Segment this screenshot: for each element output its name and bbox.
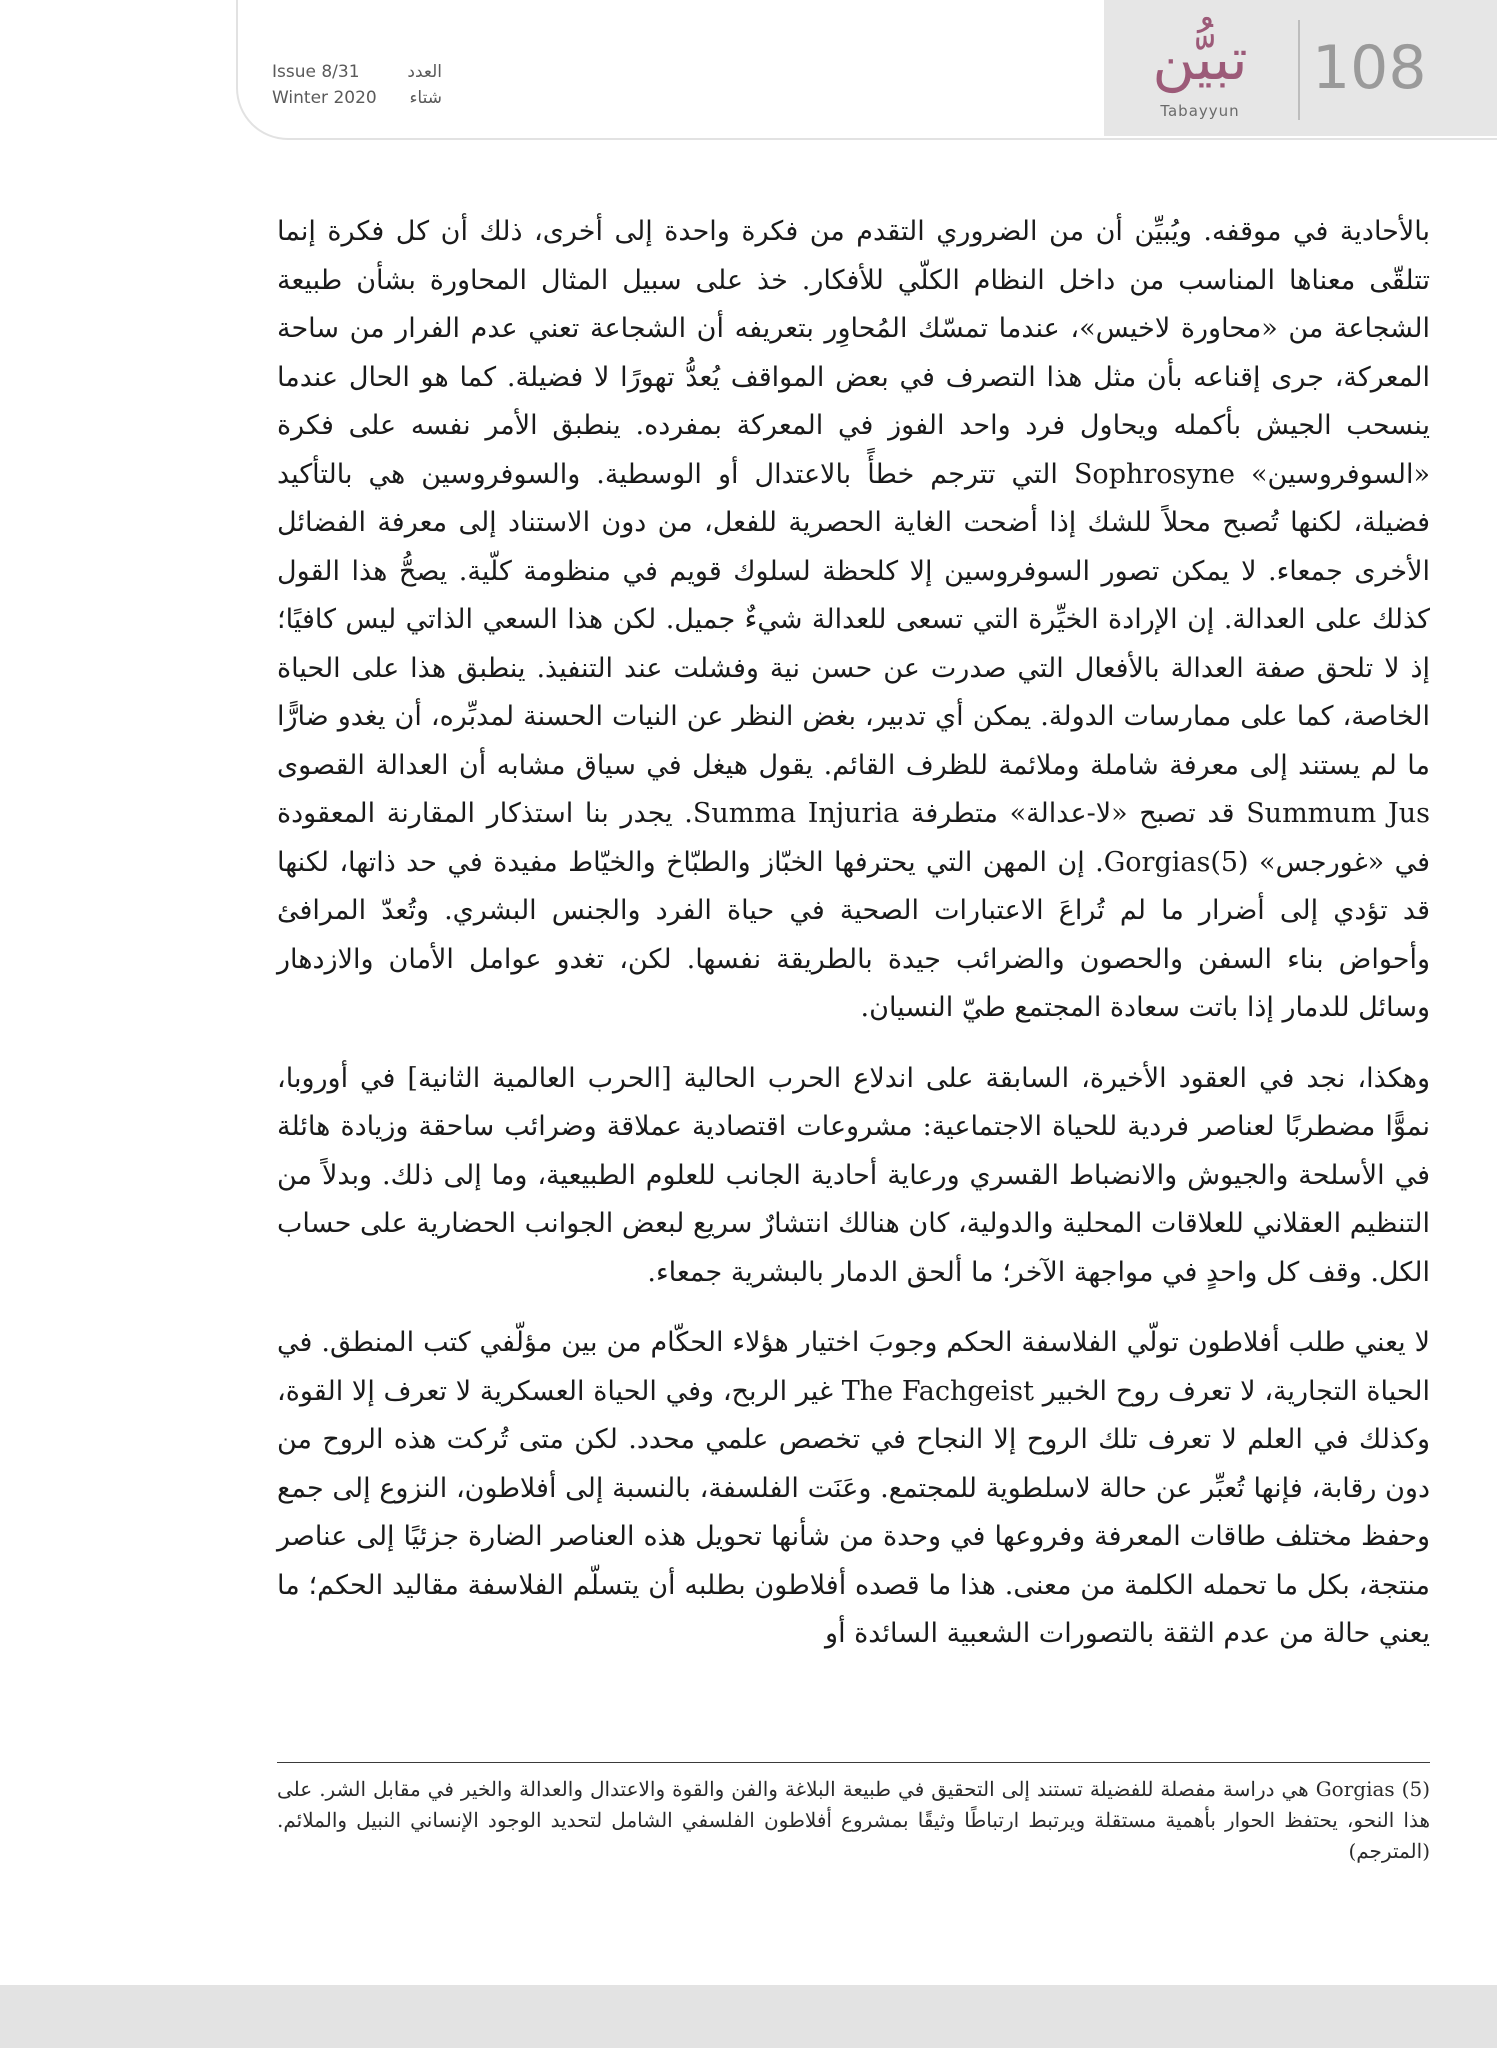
journal-logo <box>1130 25 1270 130</box>
article-body <box>277 208 1430 1681</box>
issue-info <box>272 60 442 111</box>
issue-en: Issue 8/31 <box>272 62 360 82</box>
logo-latin: Tabayyun <box>1160 102 1240 120</box>
paragraph-2: وهكذا، نجد في العقود الأخيرة، السابقة على اندلاع الحرب الحالية [الحرب العالمية الثانية] في أوروبا، نموًّا مضطربًا لعناصر فردية للحياة الاجتماعية: مشروعات اقتصادية عملاقة وضرائب ساحقة وزيادة هائلة في الأسلحة والجيوش والانضباط القسري ورعاية أحادية الجانب للعلوم الطبيعية، وما إلى ذلك. وبدلاً من التنظيم العقلاني للعلاقات المحلية والدولية، كان هنالك انتشارٌ سريع لبعض الجوانب الحضارية على حساب الكل. وقف كل واحدٍ في مواجهة الآخر؛ ما ألحق الدمار بالبشرية جمعاء. <box>277 1062 1430 1288</box>
paragraph-3: لا يعني طلب أفلاطون تولّي الفلاسفة الحكم وجوبَ اختيار هؤلاء الحكّام من بين مؤلّفي كتب المنطق. في الحياة التجارية، لا تعرف روح الخبير The Fachgeist غير الربح، وفي الحياة العسكرية لا تعرف إلا القوة، وكذلك في العلم لا تعرف تلك الروح إلا النجاح في تخصص علمي محدد. لكن متى تُركت هذه الروح من دون رقابة، فإنها تُعبِّر عن حالة لاسلطوية للمجتمع. وعَنَت الفلسفة، بالنسبة إلى أفلاطون، النزوع إلى جمع وحفظ مختلف طاقات المعرفة وفروعها في وحدة من شأنها تحويل هذه العناصر الضارة جزئيًا إلى عناصر منتجة، بكل ما تحمله الكلمة من معنى. هذا ما قصده أفلاطون بطلبه أن يتسلّم الفلاسفة مقاليد الحكم؛ ما يعني حالة من عدم الثقة بالتصورات الشعبية السائدة أو <box>277 1327 1430 1649</box>
footer-bar <box>0 1985 1497 2048</box>
paragraph-1: بالأحادية في موقفه. ويُبيِّن أن من الضروري التقدم من فكرة واحدة إلى أخرى، ذلك أن كل فكرة إنما تتلقّى معناها المناسب من داخل النظام الكلّي للأفكار. خذ على سبيل المثال المحاورة بشأن طبيعة الشجاعة من «محاورة لاخيس»، عندما تمسّك المُحاوِر بتعريفه أن الشجاعة تعني عدم الفرار من ساحة المعركة، جرى إقناعه بأن مثل هذا التصرف في بعض المواقف يُعدُّ تهورًا لا فضيلة. كما هو الحال عندما ينسحب الجيش بأكمله ويحاول فرد واحد الفوز في المعركة بمفرده. ينطبق الأمر نفسه على فكرة «السوفروسين» Sophrosyne التي تترجم خطأً بالاعتدال أو الوسطية. والسوفروسين هي بالتأكيد فضيلة، لكنها تُصبح محلاً للشك إذا أضحت الغاية الحصرية للفعل، من دون الاستناد إلى معرفة الفضائل الأخرى جمعاء. لا يمكن تصور السوفروسين إلا كلحظة لسلوك قويم في منظومة كلّية. يصحُّ هذا القول كذلك على العدالة. إن الإرادة الخيِّرة التي تسعى للعدالة شيءٌ جميل. لكن هذا السعي الذاتي ليس كافيًا؛ إذ لا تلحق صفة العدالة بالأفعال التي صدرت عن حسن نية وفشلت عند التنفيذ. ينطبق هذا على الحياة الخاصة، كما على ممارسات الدولة. يمكن أي تدبير، بغض النظر عن النيات الحسنة لمدبِّره، أن يغدو ضارًّا ما لم يستند إلى معرفة شاملة وملائمة للظرف القائم. يقول هيغل في سياق مشابه أن العدالة القصوى Summum Jus قد تصبح «لا-عدالة» متطرفة Summa Injuria. يجدر بنا استذكار المقارنة المعقودة في «غورجس» Gorgias(5). إن المهن التي يحترفها الخبّاز والطبّاخ والخيّاط مفيدة في حد ذاتها، لكنها قد تؤدي إلى أضرار ما لم تُراعَ الاعتبارات الصحية في حياة الفرد والجنس البشري. وتُعدّ المرافئ وأحواض بناء السفن والحصون والضرائب جيدة بالطريقة نفسها. لكن، تغدو عوامل الأمان والازدهار وسائل للدمار إذا باتت سعادة المجتمع طيّ النسيان. <box>277 216 1431 1023</box>
page-number: 108 <box>1312 33 1427 103</box>
logo-arabic: تبيُّن <box>1152 25 1248 93</box>
season-ar: شتاء <box>409 87 442 108</box>
footnote-rule <box>277 1762 1430 1763</box>
page-number-divider <box>1298 20 1300 120</box>
issue-ar: العدد <box>407 62 442 82</box>
footnote: (5) Gorgias هي دراسة مفصلة للفضيلة تستند إلى التحقيق في طبيعة البلاغة والفن والقوة والاعتدال والعدالة والخير في مقابل الشر. على هذا النحو، يحتفظ الحوار بأهمية مستقلة ويرتبط ارتباطًا وثيقًا بمشروع أفلاطون الفلسفي الشامل لتحديد الوجود الإنساني النبيل والملائم. (المترجم) <box>277 1777 1430 1863</box>
season-en: Winter 2020 <box>272 87 377 108</box>
